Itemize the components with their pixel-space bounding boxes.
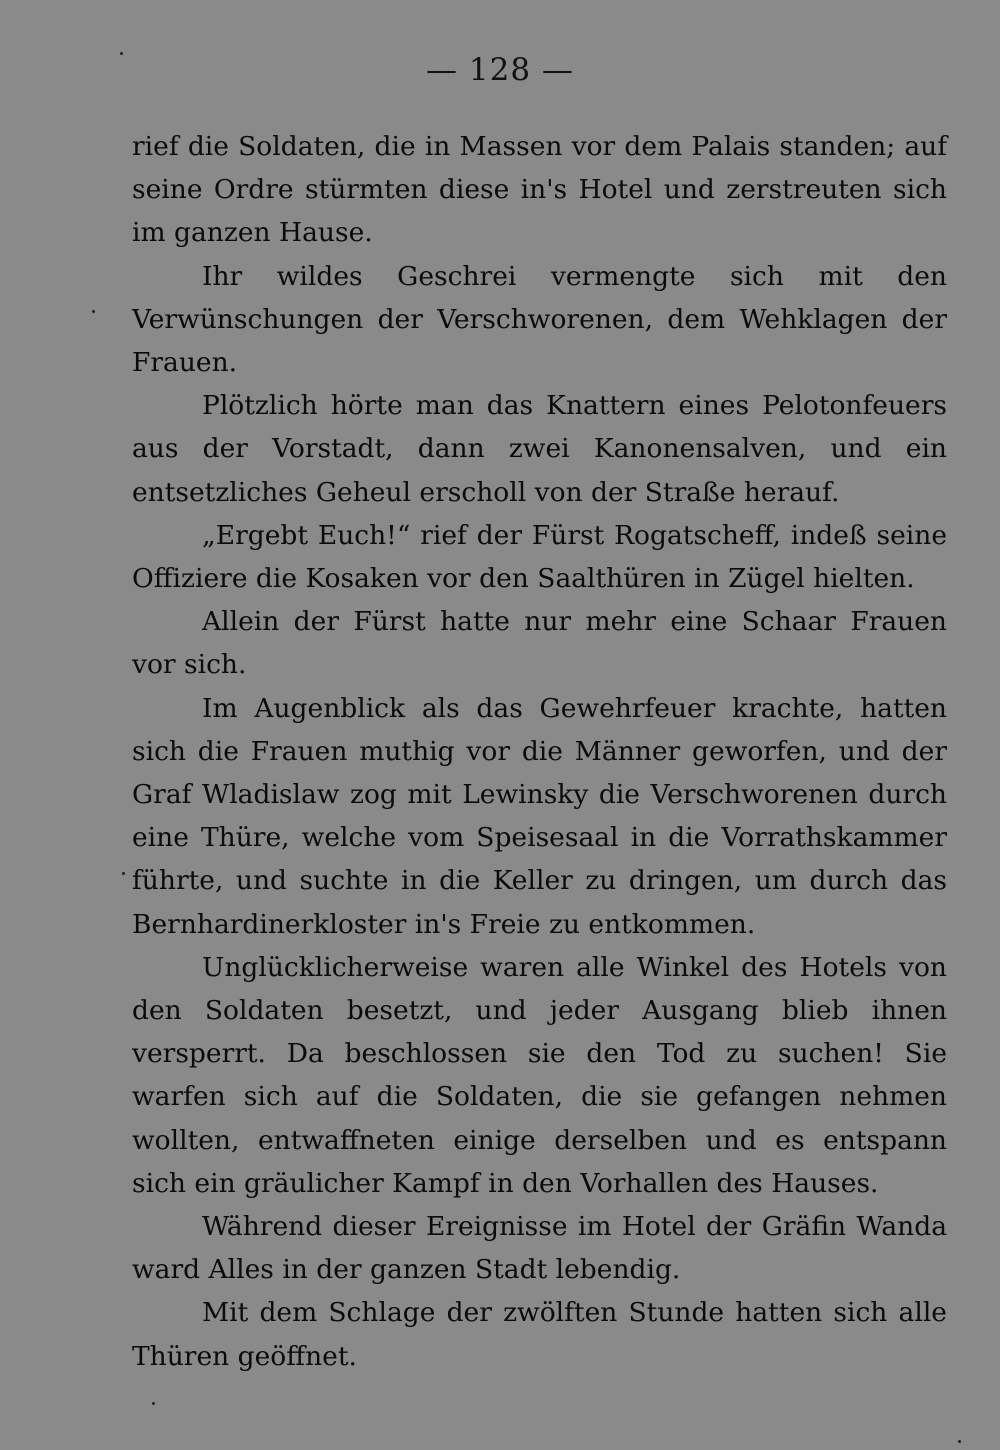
paragraph-5: Allein der Fürst hatte nur mehr eine Schaar Frauen vor sich.	[132, 606, 947, 681]
paragraph-8: Während dieser Ereignisse im Hotel der Gräfin Wanda ward Alles in der ganzen Stadt lebendig.	[132, 1211, 947, 1286]
paragraph-4: „Ergebt Euch!“ rief der Fürst Rogatscheff, indeß seine Offiziere die Kosaken vor den Saalthüren in Zügel hielten.	[132, 519, 947, 595]
paragraph-6: Im Augenblick als das Gewehrfeuer krachte, hatten sich die Frauen muthig vor die Männer geworfen, und der Graf Wladislaw zog mit Lewinsky die Verschworenen durch eine Thüre, welche vom Speisesaal in die Vorrathskammer führte, und suchte in die Keller zu dringen, um durch das Bernhardinerkloster in's Freie zu entkommen.	[132, 692, 947, 940]
paragraph-1: rief die Soldaten, die in Massen vor dem Palais standen; auf seine Ordre stürmten diese in's Hotel und zerstreuten sich im ganzen Hause.	[132, 131, 947, 249]
print-speck	[92, 310, 95, 313]
print-speck	[122, 872, 125, 875]
paragraph-9: Mit dem Schlage der zwölften Stunde hatten sich alle Thüren geöffnet.	[132, 1297, 947, 1372]
print-speck	[958, 1440, 961, 1443]
page-number: — 128 —	[426, 52, 574, 88]
body-text	[132, 125, 947, 1378]
paragraph-2: Ihr wildes Geschrei vermengte sich mit den Verwünschungen der Verschworenen, dem Wehklagen der Frauen.	[132, 260, 947, 379]
paragraph-7: Unglücklicherweise waren alle Winkel des Hotels von den Soldaten besetzt, und jeder Ausgang blieb ihnen versperrt. Da beschlossen sie den Tod zu suchen! Sie warfen sich auf die Soldaten, die sie gefangen nehmen wollten, entwaffneten einige derselben und es entspann sich ein gräulicher Kampf in den Vorhallen des Hauses.	[132, 951, 947, 1199]
print-speck	[120, 52, 123, 55]
paragraph-3: Plötzlich hörte man das Knattern eines Pelotonfeuers aus der Vorstadt, dann zwei Kanonensalven, und ein entsetzliches Geheul erscholl von der Straße herauf.	[132, 390, 947, 508]
print-speck	[152, 1402, 155, 1405]
